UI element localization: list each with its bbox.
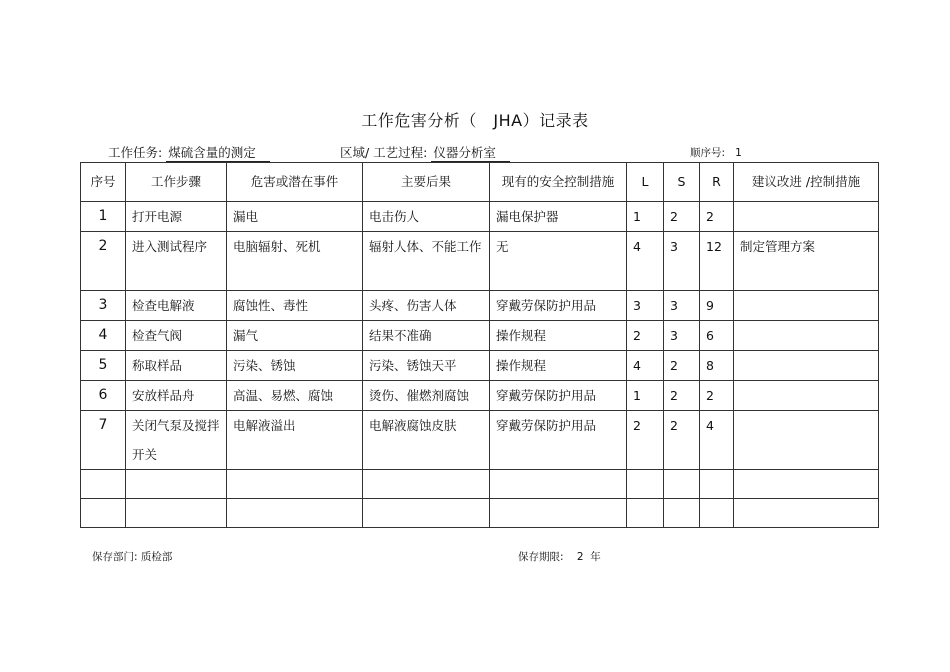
- period-label: 保存期限:: [518, 551, 564, 563]
- header-l: L: [627, 163, 664, 202]
- cell-no: 6: [81, 381, 126, 411]
- cell-l: 1: [627, 381, 664, 411]
- table-row: [81, 202, 879, 232]
- cell-l: 2: [627, 411, 664, 470]
- cell-consequence: 烫伤、催燃剂腐蚀: [363, 381, 490, 411]
- cell-step: 安放样品舟: [126, 381, 227, 411]
- empty-cell: [700, 499, 734, 528]
- cell-hazard: 电解液溢出: [227, 411, 363, 470]
- page-title: 工作危害分析（ JHA）记录表: [361, 111, 589, 130]
- cell-control: 漏电保护器: [490, 202, 627, 232]
- task-field: [108, 143, 270, 161]
- cell-step: 检查气阀: [126, 321, 227, 351]
- cell-s: 2: [664, 411, 700, 470]
- sequence-value: 1: [735, 147, 742, 159]
- period-unit: 年: [590, 551, 601, 563]
- cell-step: 打开电源: [126, 202, 227, 232]
- cell-r: 2: [700, 202, 734, 232]
- cell-step: 称取样品: [126, 351, 227, 381]
- empty-cell: [363, 499, 490, 528]
- empty-cell: [490, 470, 627, 499]
- table-header-row: [81, 163, 879, 202]
- jha-table: [80, 162, 879, 528]
- table-row: [81, 381, 879, 411]
- cell-consequence: 头疼、伤害人体: [363, 291, 490, 321]
- area-label: 区域/ 工艺过程:: [340, 145, 428, 160]
- table-row: [81, 351, 879, 381]
- empty-cell: [664, 470, 700, 499]
- cell-s: 3: [664, 321, 700, 351]
- header-suggest: 建议改进 /控制措施: [734, 163, 879, 202]
- cell-hazard: 漏电: [227, 202, 363, 232]
- empty-cell: [126, 470, 227, 499]
- empty-cell: [363, 470, 490, 499]
- cell-control: 穿戴劳保防护用品: [490, 291, 627, 321]
- dept-label: 保存部门:: [92, 551, 138, 563]
- cell-no: 2: [81, 232, 126, 291]
- cell-l: 1: [627, 202, 664, 232]
- empty-cell: [627, 499, 664, 528]
- cell-l: 2: [627, 321, 664, 351]
- cell-suggest: [734, 291, 879, 321]
- cell-step: 关闭气泵及搅拌开关: [126, 411, 227, 470]
- empty-cell: [126, 499, 227, 528]
- period-value: 2: [576, 551, 584, 563]
- cell-consequence: 电击伤人: [363, 202, 490, 232]
- cell-control: 操作规程: [490, 351, 627, 381]
- cell-no: 1: [81, 202, 126, 232]
- empty-cell: [81, 499, 126, 528]
- cell-s: 2: [664, 202, 700, 232]
- header-consequence: 主要后果: [363, 163, 490, 202]
- empty-cell: [734, 499, 879, 528]
- cell-hazard: 漏气: [227, 321, 363, 351]
- cell-step: 进入测试程序: [126, 232, 227, 291]
- empty-row: [81, 470, 879, 499]
- cell-l: 4: [627, 351, 664, 381]
- table-row: [81, 232, 879, 291]
- footer-dept: [92, 549, 172, 564]
- cell-step: 检查电解液: [126, 291, 227, 321]
- cell-hazard: 腐蚀性、毒性: [227, 291, 363, 321]
- empty-cell: [664, 499, 700, 528]
- cell-l: 3: [627, 291, 664, 321]
- empty-cell: [490, 499, 627, 528]
- footer-period: [518, 549, 601, 564]
- cell-r: 2: [700, 381, 734, 411]
- task-label: 工作任务:: [108, 145, 163, 160]
- empty-row: [81, 499, 879, 528]
- cell-suggest: [734, 411, 879, 470]
- table-row: [81, 291, 879, 321]
- area-value: 仪器分析室: [431, 145, 510, 162]
- cell-suggest: [734, 381, 879, 411]
- cell-s: 3: [664, 232, 700, 291]
- cell-r: 8: [700, 351, 734, 381]
- cell-suggest: 制定管理方案: [734, 232, 879, 291]
- cell-no: 4: [81, 321, 126, 351]
- cell-control: 操作规程: [490, 321, 627, 351]
- empty-cell: [734, 470, 879, 499]
- sequence-field: [690, 145, 742, 160]
- cell-suggest: [734, 202, 879, 232]
- empty-cell: [700, 470, 734, 499]
- cell-s: 3: [664, 291, 700, 321]
- table-row: [81, 321, 879, 351]
- header-step: 工作步骤: [126, 163, 227, 202]
- empty-cell: [627, 470, 664, 499]
- cell-hazard: 污染、锈蚀: [227, 351, 363, 381]
- cell-consequence: 结果不准确: [363, 321, 490, 351]
- task-value: 煤硫含量的测定: [166, 145, 270, 162]
- cell-consequence: 污染、锈蚀天平: [363, 351, 490, 381]
- header-s: S: [664, 163, 700, 202]
- cell-no: 3: [81, 291, 126, 321]
- cell-hazard: 高温、易燃、腐蚀: [227, 381, 363, 411]
- cell-r: 9: [700, 291, 734, 321]
- cell-r: 12: [700, 232, 734, 291]
- cell-l: 4: [627, 232, 664, 291]
- header-hazard: 危害或潜在事件: [227, 163, 363, 202]
- cell-r: 4: [700, 411, 734, 470]
- cell-s: 2: [664, 381, 700, 411]
- cell-r: 6: [700, 321, 734, 351]
- cell-control: 穿戴劳保防护用品: [490, 411, 627, 470]
- cell-hazard: 电脑辐射、死机: [227, 232, 363, 291]
- header-control: 现有的安全控制措施: [490, 163, 627, 202]
- empty-cell: [81, 470, 126, 499]
- header-r: R: [700, 163, 734, 202]
- cell-control: 穿戴劳保防护用品: [490, 381, 627, 411]
- cell-consequence: 辐射人体、不能工作: [363, 232, 490, 291]
- cell-suggest: [734, 351, 879, 381]
- dept-value: 质检部: [140, 551, 173, 563]
- cell-consequence: 电解液腐蚀皮肤: [363, 411, 490, 470]
- cell-no: 7: [81, 411, 126, 470]
- area-field: [340, 143, 510, 161]
- cell-no: 5: [81, 351, 126, 381]
- cell-s: 2: [664, 351, 700, 381]
- cell-control: 无: [490, 232, 627, 291]
- sequence-label: 顺序号:: [690, 147, 726, 159]
- header-no: 序号: [81, 163, 126, 202]
- empty-cell: [227, 499, 363, 528]
- table-row: [81, 411, 879, 470]
- cell-suggest: [734, 321, 879, 351]
- empty-cell: [227, 470, 363, 499]
